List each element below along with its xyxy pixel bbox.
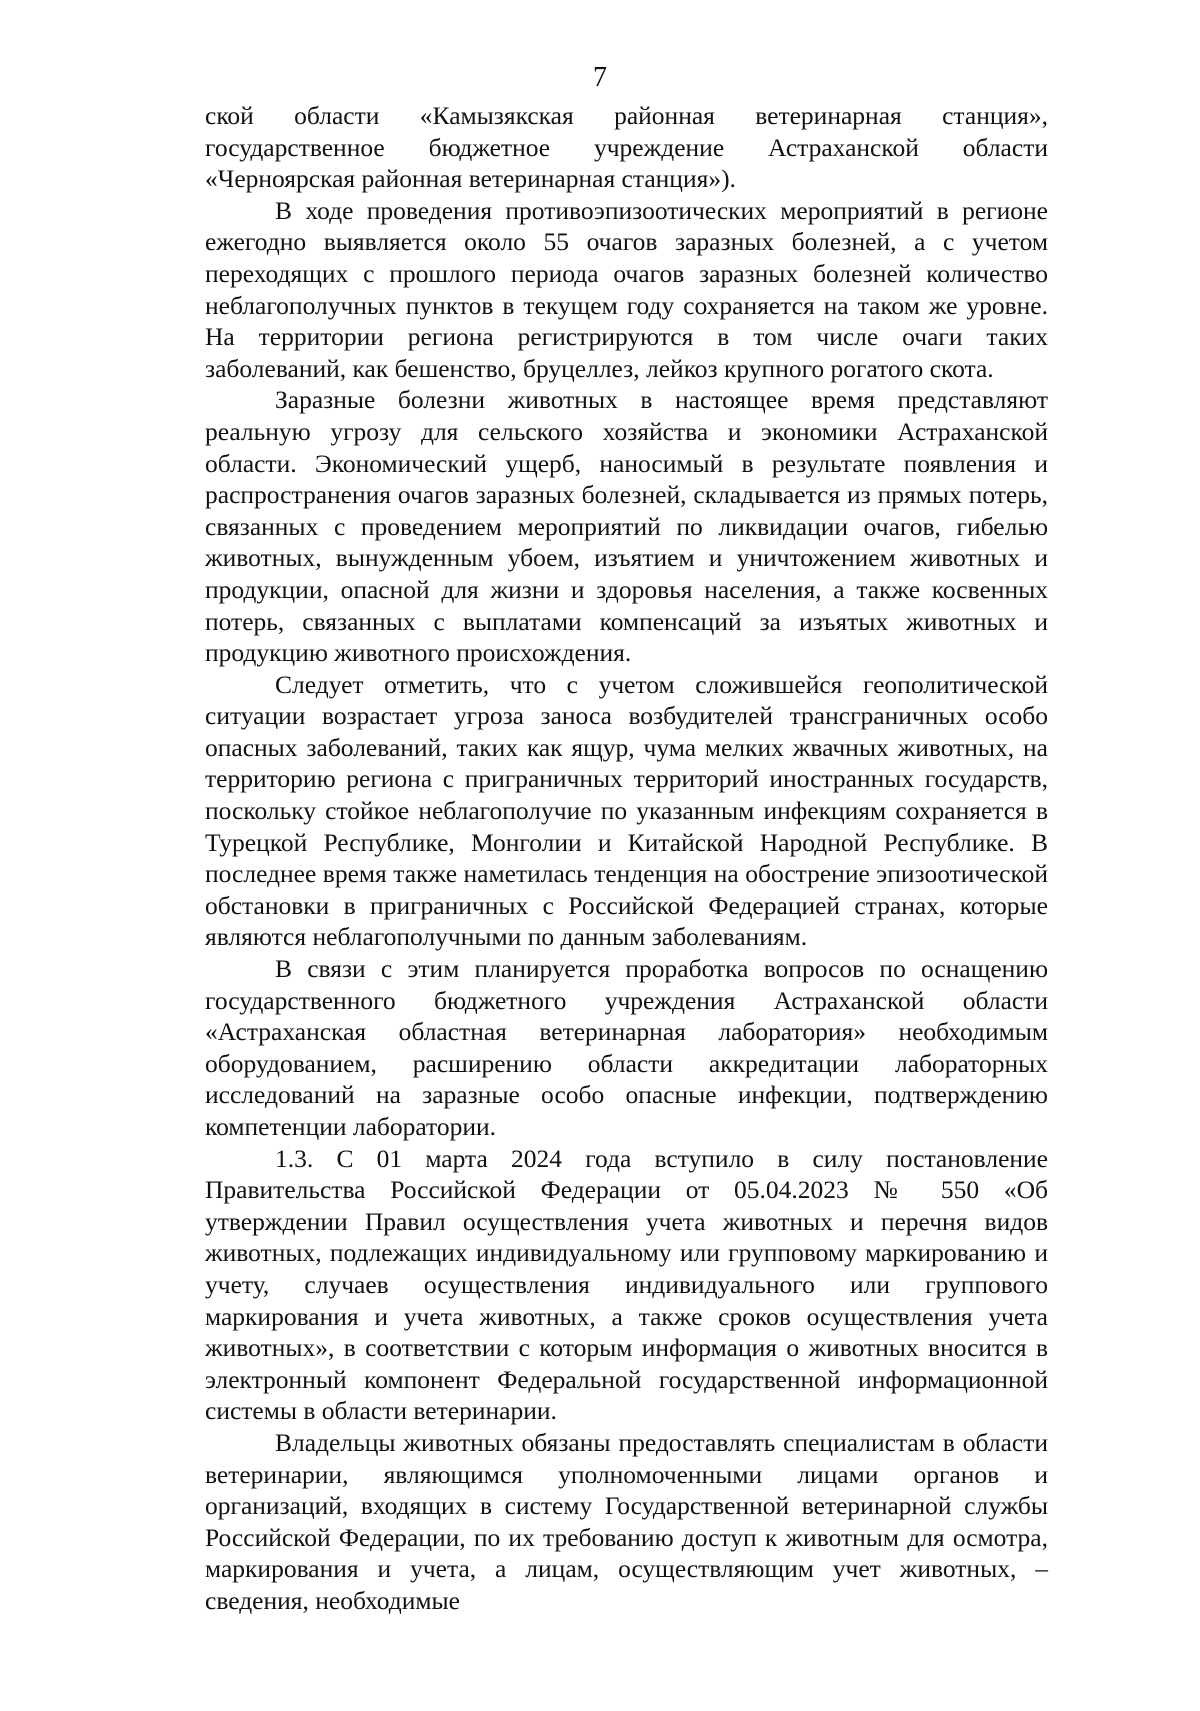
paragraph: Следует отметить, что с учетом сложившейся геополитической ситуации возрастает угроза заноса возбудителей трансграничных особо опасных заболеваний, таких как ящур, чума мелких жвачных животных, на территорию региона с приграничных территорий иностранных государств, поскольку стойкое неблагополучие по указанным инфекциям сохраняется в Турецкой Республике, Монголии и Китайской Народной Республике. В последнее время также наметилась тенденция на обострение эпизоотической обстановки в приграничных с Российской Федерацией странах, которые являются неблагополучными по данным заболеваниям. <box>205 669 1048 952</box>
paragraph-section-1-3: 1.3. С 01 марта 2024 года вступило в силу постановление Правительства Российской Федерации от 05.04.2023 № 550 «Об утверждении Правил осуществления учета животных и перечня видов животных, подлежащих индивидуальному или групповому маркированию и учету, случаев осуществления индивидуального или группового маркирования и учета животных, а также сроков осуществления учета животных», в соответствии с которым информация о животных вносится в электронный компонент Федеральной государственной информационной системы в области ветеринарии. <box>205 1143 1048 1426</box>
paragraph: Заразные болезни животных в настоящее время представляют реальную угрозу для сельского хозяйства и экономики Астраханской области. Экономический ущерб, наносимый в результате появления и распространения очагов заразных болезней, складывается из прямых потерь, связанных с проведением мероприятий по ликвидации очагов, гибелью животных, вынужденным убоем, изъятием и уничтожением животных и продукции, опасной для жизни и здоровья населения, а также косвенных потерь, связанных с выплатами компенсаций за изъятых животных и продукцию животного происхождения. <box>205 385 1048 668</box>
paragraph: В связи с этим планируется проработка вопросов по оснащению государственного бюджетного учреждения Астраханской области «Астраханская областная ветеринарная лаборатория» необходимым оборудованием, расширению области аккредитации лабораторных исследований на заразные особо опасные инфекции, подтверждению компетенции лаборатории. <box>205 954 1048 1141</box>
paragraph: В ходе проведения противоэпизоотических мероприятий в регионе ежегодно выявляется около 55 очагов заразных болезней, а с учетом переходящих с прошлого периода очагов заразных болезней количество неблагополучных пунктов в текущем году сохраняется на таком же уровне. На территории региона регистрируются в том числе очаги таких заболеваний, как бешенство, бруцеллез, лейкоз крупного рогатого скота. <box>205 195 1048 383</box>
document-body <box>205 100 1048 1617</box>
paragraph: Владельцы животных обязаны предоставлять специалистам в области ветеринарии, являющимся уполномоченными лицами органов и организаций, входящих в систему Государственной ветеринарной службы Российской Федерации, по их требованию доступ к животным для осмотра, маркирования и учета, а лицам, осуществляющим учет животных, – сведения, необходимые <box>205 1427 1048 1615</box>
page-number: 7 <box>593 62 607 93</box>
paragraph-continuation: ской области «Камызякская районная ветеринарная станция», государственное бюджетное учреждение Астраханской области «Черноярская районная ветеринарная станция»). <box>205 101 1048 194</box>
